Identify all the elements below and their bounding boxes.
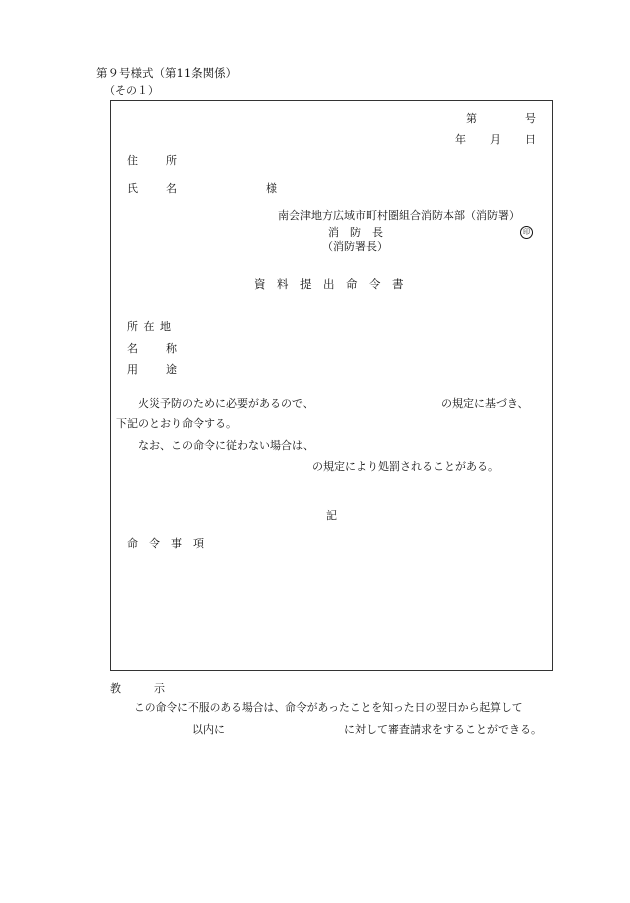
order-items-label: 命 令 事 項	[127, 537, 204, 550]
target-name-label: 名 称	[127, 342, 179, 355]
issuer-title-alt: （消防署長）	[322, 240, 388, 253]
date-year: 年	[455, 133, 466, 146]
date-month: 月	[490, 133, 501, 146]
seal-mark-icon: 印	[520, 226, 533, 239]
doc-number-prefix: 第	[466, 112, 477, 125]
form-number: 第９号様式（第11条関係）	[96, 66, 238, 80]
target-location-label: 所 在 地	[127, 320, 172, 333]
form-variant: （その１）	[104, 84, 159, 97]
target-use-label: 用 途	[127, 363, 179, 376]
doc-number-suffix: 号	[525, 112, 536, 125]
notice-line1: この命令に不服のある場合は、命令があったことを知った日の翌日から起算して	[134, 701, 523, 714]
recipient-honorific: 様	[266, 182, 277, 195]
issuer-organization: 南会津地方広域市町村圏組合消防本部（消防署）	[278, 209, 520, 222]
recipient-address-label: 住 所	[127, 154, 179, 167]
notice-line2-part2: に対して審査請求をすることができる。	[344, 723, 542, 736]
date-day: 日	[525, 133, 536, 146]
notice-line2-part1: 以内に	[192, 723, 225, 736]
body-line2: 下記のとおり命令する。	[116, 417, 237, 430]
body-line1-end: の規定に基づき、	[441, 397, 529, 410]
notice-label: 教 示	[110, 682, 165, 695]
issuer-seal	[520, 225, 533, 239]
document-title: 資 料 提 出 命 令 書	[254, 277, 404, 291]
record-heading: 記	[326, 509, 337, 522]
body-line4: の規定により処罰されることがある。	[312, 460, 499, 473]
issuer-title: 消 防 長	[328, 226, 383, 239]
body-line3: なお、この命令に従わない場合は、	[138, 439, 314, 452]
recipient-name-label: 氏 名	[127, 182, 179, 195]
body-line1-start: 火災予防のために必要があるので、	[138, 397, 314, 410]
